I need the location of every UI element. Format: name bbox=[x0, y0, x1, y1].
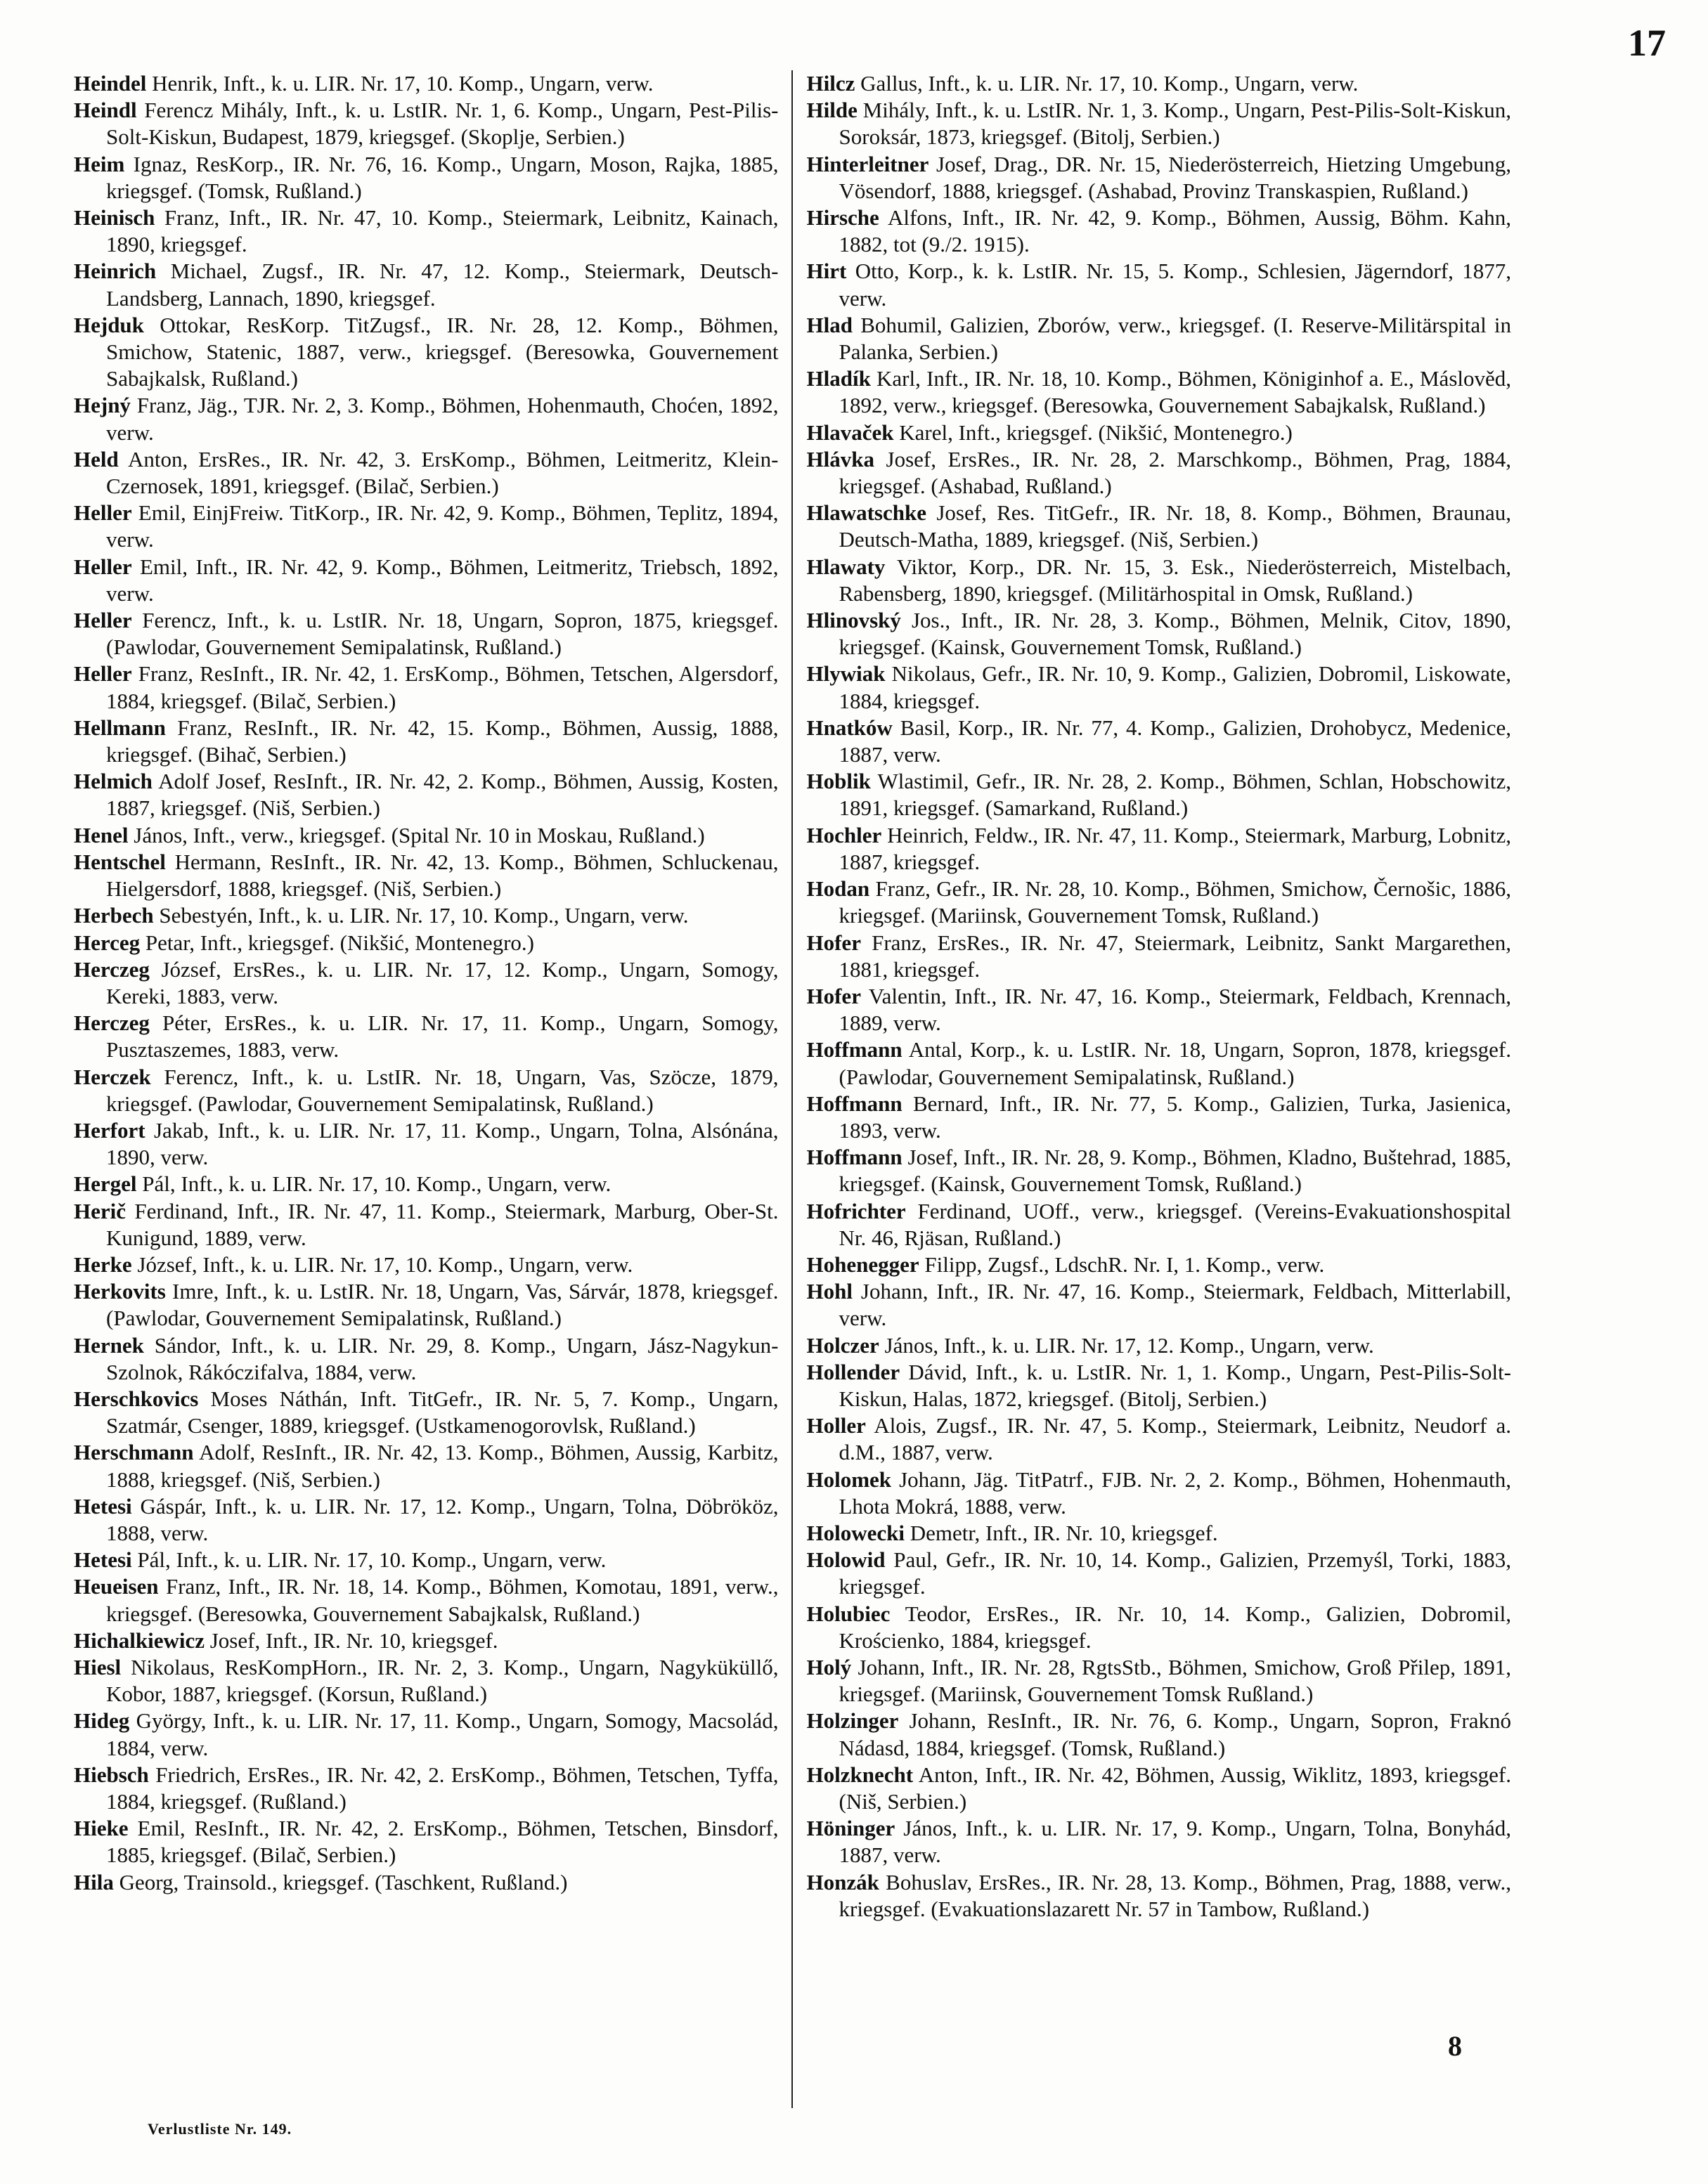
page-number: 17 bbox=[1628, 22, 1666, 64]
entry-surname: Hohenegger bbox=[806, 1252, 919, 1277]
list-entry bbox=[74, 1439, 779, 1493]
entry-surname: Hochler bbox=[806, 822, 882, 847]
list-entry bbox=[74, 930, 779, 956]
list-entry bbox=[74, 1252, 779, 1278]
list-entry bbox=[74, 1869, 779, 1896]
entry-surname: Hlavaček bbox=[806, 420, 894, 445]
entry-details: Paul, Gefr., IR. Nr. 10, 14. Komp., Galizien, Przemyśl, Torki, 1883, kriegsgef. bbox=[839, 1547, 1512, 1599]
list-entry bbox=[807, 365, 1512, 419]
list-entry bbox=[74, 70, 779, 97]
entry-details: Ignaz, ResKorp., IR. Nr. 76, 16. Komp., Ungarn, Moson, Rajka, 1885, kriegsgef. (Tomsk, Rußland.) bbox=[106, 151, 779, 203]
entry-surname: Heinrich bbox=[74, 259, 157, 284]
list-entry bbox=[807, 204, 1512, 258]
entry-details: Dávid, Inft., k. u. LstIR. Nr. 1, 1. Komp., Ungarn, Pest-Pilis-Solt-Kiskun, Halas, 1872, kriegsgef. (Bitolj, Serbien.) bbox=[839, 1359, 1512, 1411]
entry-surname: Hilde bbox=[806, 98, 858, 123]
list-entry bbox=[74, 1815, 779, 1868]
list-entry bbox=[74, 204, 779, 258]
entry-details: Josef, Inft., IR. Nr. 10, kriegsgef. bbox=[209, 1627, 498, 1653]
entry-surname: Herschkovics bbox=[74, 1386, 199, 1411]
entry-details: Pál, Inft., k. u. LIR. Nr. 17, 10. Komp., Ungarn, verw. bbox=[142, 1171, 612, 1197]
list-entry bbox=[74, 1573, 779, 1627]
entry-details: Bernard, Inft., IR. Nr. 77, 5. Komp., Galizien, Turka, Jasienica, 1893, verw. bbox=[839, 1091, 1511, 1143]
entry-surname: Hoffmann bbox=[806, 1091, 902, 1116]
entry-surname: Hlawatschke bbox=[806, 500, 926, 526]
list-entry bbox=[74, 1198, 779, 1252]
list-entry bbox=[807, 1547, 1512, 1600]
entry-details: Heinrich, Feldw., IR. Nr. 47, 11. Komp., Steiermark, Marburg, Lobnitz, 1887, kriegsgef. bbox=[839, 822, 1511, 874]
list-entry bbox=[807, 661, 1512, 714]
list-entry bbox=[807, 1278, 1512, 1332]
list-entry bbox=[807, 1815, 1512, 1868]
entry-details: Alois, Zugsf., IR. Nr. 47, 5. Komp., Steiermark, Leibnitz, Neudorf a. d.M., 1887, verw. bbox=[839, 1413, 1511, 1465]
entry-surname: Hlad bbox=[806, 312, 853, 337]
entry-details: Bohuslav, ErsRes., IR. Nr. 28, 13. Komp., Böhmen, Prag, 1888, verw., kriegsgef. (Evakuationslazarett Nr. 57 in Tambow, Rußland.) bbox=[839, 1869, 1511, 1921]
entry-surname: Heller bbox=[74, 554, 132, 579]
entry-details: Anton, ErsRes., IR. Nr. 42, 3. ErsKomp., Böhmen, Leitmeritz, Klein-Czernosek, 1891, kriegsgef. (Bilač, Serbien.) bbox=[106, 446, 779, 499]
entry-details: Franz, Gefr., IR. Nr. 28, 10. Komp., Böhmen, Smichow, Černošic, 1886, kriegsgef. (Mariinsk, Gouvernement Tomsk, Rußland.) bbox=[839, 876, 1511, 928]
list-entry bbox=[807, 768, 1512, 821]
list-entry bbox=[807, 715, 1512, 768]
entry-details: Valentin, Inft., IR. Nr. 47, 16. Komp., Steiermark, Feldbach, Krennach, 1889, verw. bbox=[839, 983, 1511, 1036]
entry-details: János, Inft., k. u. LIR. Nr. 17, 9. Komp., Ungarn, Tolna, Bonyhád, 1887, verw. bbox=[839, 1816, 1511, 1868]
list-entry bbox=[74, 1762, 779, 1815]
entry-details: Michael, Zugsf., IR. Nr. 47, 12. Komp., Steiermark, Deutsch-Landsberg, Lannach, 1890, kriegsgef. bbox=[106, 259, 779, 311]
list-entry bbox=[74, 956, 779, 1010]
entry-surname: Herceg bbox=[74, 930, 141, 955]
entry-details: Johann, Inft., IR. Nr. 47, 16. Komp., Steiermark, Feldbach, Mitterlabill, verw. bbox=[839, 1279, 1512, 1331]
list-entry bbox=[807, 822, 1512, 876]
entry-surname: Herfort bbox=[74, 1117, 145, 1143]
entry-details: Karl, Inft., IR. Nr. 18, 10. Komp., Böhmen, Königinhof a. E., Máslověd, 1892, verw., kriegsgef. (Beresowka, Gouvernement Sabajkalsk, Rußland.) bbox=[839, 366, 1512, 418]
entry-details: József, Inft., k. u. LIR. Nr. 17, 10. Komp., Ungarn, verw. bbox=[137, 1252, 633, 1277]
entry-details: Imre, Inft., k. u. LstIR. Nr. 18, Ungarn, Vas, Sárvár, 1878, kriegsgef. (Pawlodar, Gouvernement Semipalatinsk, Rußland.) bbox=[106, 1279, 779, 1331]
entry-surname: Holowecki bbox=[806, 1520, 905, 1545]
entry-surname: Hinterleitner bbox=[806, 151, 929, 176]
list-entry bbox=[807, 151, 1512, 204]
entry-surname: Hejný bbox=[74, 393, 131, 418]
list-entry bbox=[74, 1386, 779, 1439]
entry-surname: Holler bbox=[806, 1413, 866, 1438]
entry-surname: Hiesl bbox=[74, 1654, 122, 1679]
list-entry bbox=[807, 1144, 1512, 1197]
entry-surname: Hlawaty bbox=[806, 554, 886, 579]
list-entry bbox=[807, 930, 1512, 983]
list-entry bbox=[807, 876, 1512, 929]
entry-surname: Hohl bbox=[806, 1279, 853, 1304]
entry-surname: Heim bbox=[74, 151, 125, 176]
list-entry bbox=[74, 97, 779, 150]
entry-surname: Hirsche bbox=[806, 205, 879, 230]
entry-surname: Heller bbox=[74, 608, 132, 633]
casualty-list-columns bbox=[74, 70, 1511, 2108]
entry-details: Filipp, Zugsf., LdschR. Nr. I, 1. Komp., verw. bbox=[924, 1252, 1325, 1277]
list-entry bbox=[74, 500, 779, 553]
entry-details: Henrik, Inft., k. u. LIR. Nr. 17, 10. Komp., Ungarn, verw. bbox=[152, 71, 654, 96]
entry-surname: Herczek bbox=[74, 1064, 151, 1089]
entry-surname: Hetesi bbox=[74, 1493, 132, 1519]
list-entry bbox=[807, 446, 1512, 500]
list-entry bbox=[74, 446, 779, 500]
entry-surname: Hellmann bbox=[74, 715, 166, 740]
list-entry bbox=[74, 1064, 779, 1117]
entry-details: Wlastimil, Gefr., IR. Nr. 28, 2. Komp., Böhmen, Schlan, Hobschowitz, 1891, kriegsgef. (Samarkand, Rußland.) bbox=[839, 769, 1511, 821]
entry-details: Ferdinand, Inft., IR. Nr. 47, 11. Komp., Steiermark, Marburg, Ober-St. Kunigund, 1889, verw. bbox=[106, 1198, 779, 1250]
entry-surname: Hejduk bbox=[74, 312, 144, 337]
entry-surname: Hofer bbox=[806, 983, 861, 1008]
entry-details: Moses Náthán, Inft. TitGefr., IR. Nr. 5, 7. Komp., Ungarn, Szatmár, Csenger, 1889, kriegsgef. (Ustkamenogorovlsk, Rußland.) bbox=[106, 1386, 779, 1438]
entry-details: Demetr, Inft., IR. Nr. 10, kriegsgef. bbox=[910, 1520, 1218, 1545]
entry-details: Sebestyén, Inft., k. u. LIR. Nr. 17, 10. Komp., Ungarn, verw. bbox=[159, 903, 689, 928]
entry-surname: Hoffmann bbox=[806, 1037, 902, 1062]
entry-details: Teodor, ErsRes., IR. Nr. 10, 14. Komp., Galizien, Dobromil, Krościenko, 1884, kriegsgef. bbox=[839, 1601, 1511, 1653]
entry-details: Josef, ErsRes., IR. Nr. 28, 2. Marschkomp., Böhmen, Prag, 1884, kriegsgef. (Ashabad, Rußland.) bbox=[839, 446, 1511, 499]
list-entry bbox=[807, 97, 1512, 150]
list-entry bbox=[74, 1493, 779, 1547]
entry-details: Emil, Inft., IR. Nr. 42, 9. Komp., Böhmen, Leitmeritz, Triebsch, 1892, verw. bbox=[106, 554, 779, 606]
list-entry bbox=[74, 607, 779, 661]
list-entry bbox=[807, 1036, 1512, 1090]
list-entry bbox=[74, 902, 779, 929]
entry-details: Franz, Jäg., TJR. Nr. 2, 3. Komp., Böhmen, Hohenmauth, Choćen, 1892, verw. bbox=[106, 393, 779, 445]
entry-surname: Holzinger bbox=[806, 1708, 899, 1734]
entry-surname: Holowid bbox=[806, 1547, 886, 1573]
list-entry bbox=[807, 1520, 1512, 1547]
entry-surname: Heller bbox=[74, 661, 132, 687]
list-entry bbox=[807, 1252, 1512, 1278]
list-entry bbox=[807, 1869, 1512, 1923]
entry-details: Franz, ErsRes., IR. Nr. 47, Steiermark, Leibnitz, Sankt Margarethen, 1881, kriegsgef. bbox=[839, 930, 1512, 982]
entry-details: Anton, Inft., IR. Nr. 42, Böhmen, Aussig, Wiklitz, 1893, kriegsgef. (Niš, Serbien.) bbox=[839, 1762, 1511, 1814]
list-entry bbox=[74, 392, 779, 446]
entry-surname: Heinisch bbox=[74, 205, 155, 230]
list-entry bbox=[807, 1762, 1512, 1815]
entry-surname: Helmich bbox=[74, 769, 153, 794]
entry-surname: Hladík bbox=[806, 366, 871, 391]
entry-surname: Holzknecht bbox=[806, 1762, 914, 1787]
list-entry bbox=[74, 1654, 779, 1708]
entry-surname: Heueisen bbox=[74, 1574, 159, 1599]
list-entry bbox=[74, 554, 779, 607]
list-entry bbox=[74, 768, 779, 821]
entry-details: Emil, EinjFreiw. TitKorp., IR. Nr. 42, 9. Komp., Böhmen, Teplitz, 1894, verw. bbox=[106, 500, 779, 552]
list-entry bbox=[807, 1654, 1512, 1708]
list-entry bbox=[74, 1627, 779, 1654]
list-entry bbox=[807, 258, 1512, 311]
entry-details: Franz, ResInft., IR. Nr. 42, 1. ErsKomp., Böhmen, Tetschen, Algersdorf, 1884, kriegsgef. (Bilač, Serbien.) bbox=[106, 661, 779, 713]
entry-surname: Hentschel bbox=[74, 849, 166, 874]
entry-details: Alfons, Inft., IR. Nr. 42, 9. Komp., Böhmen, Aussig, Böhm. Kahn, 1882, tot (9./2. 1915). bbox=[839, 205, 1511, 257]
list-entry bbox=[807, 1412, 1512, 1466]
list-entry bbox=[807, 1601, 1512, 1654]
list-entry bbox=[807, 1359, 1512, 1412]
entry-details: Friedrich, ErsRes., IR. Nr. 42, 2. ErsKomp., Böhmen, Tetschen, Tyffa, 1884, kriegsgef. (Rußland.) bbox=[106, 1762, 779, 1814]
list-entry bbox=[74, 258, 779, 311]
entry-details: János, Inft., k. u. LIR. Nr. 17, 12. Komp., Ungarn, verw. bbox=[884, 1332, 1374, 1358]
entry-surname: Herkovits bbox=[74, 1279, 166, 1304]
list-entry bbox=[74, 1278, 779, 1332]
entry-surname: Holubiec bbox=[806, 1601, 891, 1626]
entry-surname: Hieke bbox=[74, 1816, 129, 1841]
entry-surname: Hichalkiewicz bbox=[74, 1627, 205, 1653]
left-column bbox=[74, 70, 793, 2108]
entry-details: Pál, Inft., k. u. LIR. Nr. 17, 10. Komp., Ungarn, verw. bbox=[137, 1547, 607, 1573]
entry-details: Georg, Trainsold., kriegsgef. (Taschkent, Rußland.) bbox=[119, 1869, 568, 1894]
entry-surname: Honzák bbox=[806, 1869, 879, 1894]
entry-surname: Hetesi bbox=[74, 1547, 132, 1573]
entry-details: Johann, Inft., IR. Nr. 28, RgtsStb., Böhmen, Smichow, Groß Přilep, 1891, kriegsgef. (Mariinsk, Gouvernement Tomsk Rußland.) bbox=[839, 1654, 1511, 1707]
entry-surname: Herczeg bbox=[74, 1010, 150, 1036]
list-entry bbox=[807, 983, 1512, 1036]
entry-surname: Herschmann bbox=[74, 1440, 194, 1465]
entry-surname: Hlinovský bbox=[806, 608, 901, 633]
entry-surname: Hila bbox=[74, 1869, 114, 1894]
entry-surname: Henel bbox=[74, 822, 129, 847]
entry-details: Josef, Drag., DR. Nr. 15, Niederösterreich, Hietzing Umgebung, Vösendorf, 1888, kriegsgef. (Ashabad, Provinz Transkaspien, Rußland.) bbox=[839, 151, 1512, 203]
entry-details: Josef, Inft., IR. Nr. 28, 9. Komp., Böhmen, Kladno, Buštehrad, 1885, kriegsgef. (Kainsk, Gouvernement Tomsk, Rußland.) bbox=[839, 1145, 1512, 1197]
entry-details: Franz, Inft., IR. Nr. 47, 10. Komp., Steiermark, Leibnitz, Kainach, 1890, kriegsgef. bbox=[106, 205, 779, 257]
entry-details: Karel, Inft., kriegsgef. (Nikšić, Montenegro.) bbox=[899, 420, 1293, 445]
entry-surname: Heller bbox=[74, 500, 132, 526]
list-entry bbox=[74, 1332, 779, 1386]
list-entry bbox=[74, 715, 779, 768]
entry-surname: Holomek bbox=[806, 1467, 892, 1492]
entry-details: Josef, Res. TitGefr., IR. Nr. 18, 8. Komp., Böhmen, Braunau, Deutsch-Matha, 1889, kriegsgef. (Niš, Serbien.) bbox=[839, 500, 1511, 552]
list-entry bbox=[74, 1708, 779, 1761]
entry-surname: Hlávka bbox=[806, 446, 874, 472]
entry-details: Emil, ResInft., IR. Nr. 42, 2. ErsKomp., Böhmen, Tetschen, Binsdorf, 1885, kriegsgef. (Bilač, Serbien.) bbox=[106, 1816, 779, 1868]
list-entry bbox=[74, 312, 779, 393]
entry-surname: Herbech bbox=[74, 903, 154, 928]
entry-details: Hermann, ResInft., IR. Nr. 42, 13. Komp., Böhmen, Schluckenau, Hielgersdorf, 1888, kriegsgef. (Niš, Serbien.) bbox=[106, 849, 779, 902]
entry-details: Gáspár, Inft., k. u. LIR. Nr. 17, 12. Komp., Ungarn, Tolna, Döbrököz, 1888, verw. bbox=[106, 1493, 779, 1545]
entry-surname: Heindl bbox=[74, 98, 137, 123]
list-entry bbox=[807, 1708, 1512, 1761]
entry-details: Ferencz, Inft., k. u. LstIR. Nr. 18, Ungarn, Vas, Szöcze, 1879, kriegsgef. (Pawlodar, Gouvernement Semipalatinsk, Rußland.) bbox=[106, 1064, 779, 1116]
footer-list-number: Verlustliste Nr. 149. bbox=[148, 2120, 292, 2138]
entry-details: Johann, Jäg. TitPatrf., FJB. Nr. 2, 2. Komp., Böhmen, Hohenmauth, Lhota Mokrá, 1888, verw. bbox=[839, 1467, 1511, 1519]
entry-surname: Hergel bbox=[74, 1171, 137, 1197]
entry-details: József, ErsRes., k. u. LIR. Nr. 17, 12. Komp., Ungarn, Somogy, Kereki, 1883, verw. bbox=[106, 956, 779, 1008]
entry-surname: Heindel bbox=[74, 71, 147, 96]
entry-surname: Hoblik bbox=[806, 769, 871, 794]
entry-surname: Hoffmann bbox=[806, 1145, 902, 1170]
entry-details: János, Inft., verw., kriegsgef. (Spital Nr. 10 in Moskau, Rußland.) bbox=[134, 822, 705, 847]
entry-details: Petar, Inft., kriegsgef. (Nikšić, Montenegro.) bbox=[145, 930, 534, 955]
entry-details: György, Inft., k. u. LIR. Nr. 17, 11. Komp., Ungarn, Somogy, Macsolád, 1884, verw. bbox=[106, 1708, 779, 1760]
entry-details: Ottokar, ResKorp. TitZugsf., IR. Nr. 28, 12. Komp., Böhmen, Smichow, Statenic, 1887, verw., kriegsgef. (Beresowka, Gouvernement Sabajkalsk, Rußland.) bbox=[106, 312, 779, 391]
entry-details: Ferdinand, UOff., verw., kriegsgef. (Vereins-Evakuationshospital Nr. 46, Rjäsan, Rußland.) bbox=[839, 1198, 1511, 1250]
list-entry bbox=[74, 849, 779, 902]
entry-details: Jakab, Inft., k. u. LIR. Nr. 17, 11. Komp., Ungarn, Tolna, Alsónána, 1890, verw. bbox=[106, 1117, 779, 1170]
entry-surname: Herič bbox=[74, 1198, 127, 1223]
list-entry bbox=[807, 554, 1512, 607]
entry-details: Bohumil, Galizien, Zborów, verw., kriegsgef. (I. Reserve-Militärspital in Palanka, Serbien.) bbox=[839, 312, 1512, 365]
entry-details: Mihály, Inft., k. u. LstIR. Nr. 1, 3. Komp., Ungarn, Pest-Pilis-Solt-Kiskun, Soroksár, 1873, kriegsgef. (Bitolj, Serbien.) bbox=[839, 98, 1511, 150]
entry-surname: Hilcz bbox=[806, 71, 855, 96]
entry-surname: Hofer bbox=[806, 930, 861, 955]
entry-surname: Herke bbox=[74, 1252, 132, 1277]
list-entry bbox=[807, 420, 1512, 446]
entry-surname: Hernek bbox=[74, 1332, 144, 1358]
signature-mark: 8 bbox=[1448, 2030, 1462, 2062]
list-entry bbox=[807, 312, 1512, 365]
entry-details: Johann, ResInft., IR. Nr. 76, 6. Komp., Ungarn, Sopron, Fraknó Nádasd, 1884, kriegsgef. (Tomsk, Rußland.) bbox=[839, 1708, 1511, 1760]
entry-surname: Holczer bbox=[806, 1332, 879, 1358]
list-entry bbox=[74, 1010, 779, 1063]
entry-surname: Hideg bbox=[74, 1708, 130, 1734]
entry-surname: Hofrichter bbox=[806, 1198, 906, 1223]
entry-surname: Holý bbox=[806, 1654, 852, 1679]
entry-surname: Held bbox=[74, 446, 119, 472]
entry-details: Adolf, ResInft., IR. Nr. 42, 13. Komp., Böhmen, Aussig, Karbitz, 1888, kriegsgef. (Niš, Serbien.) bbox=[106, 1440, 779, 1492]
list-entry bbox=[807, 1467, 1512, 1520]
entry-details: Péter, ErsRes., k. u. LIR. Nr. 17, 11. Komp., Ungarn, Somogy, Pusztaszemes, 1883, verw. bbox=[106, 1010, 779, 1062]
list-entry bbox=[807, 70, 1512, 97]
entry-details: Ferencz, Inft., k. u. LstIR. Nr. 18, Ungarn, Sopron, 1875, kriegsgef. (Pawlodar, Gouvernement Semipalatinsk, Rußland.) bbox=[106, 608, 779, 660]
list-entry bbox=[807, 1332, 1512, 1359]
list-entry bbox=[807, 607, 1512, 661]
entry-details: Jos., Inft., IR. Nr. 28, 3. Komp., Böhmen, Melnik, Citov, 1890, kriegsgef. (Kainsk, Gouvernement Tomsk, Rußland.) bbox=[839, 608, 1512, 660]
list-entry bbox=[74, 822, 779, 849]
entry-details: Franz, ResInft., IR. Nr. 42, 15. Komp., Böhmen, Aussig, 1888, kriegsgef. (Bihač, Serbien.) bbox=[106, 715, 779, 767]
right-column bbox=[793, 70, 1512, 2108]
entry-details: Otto, Korp., k. k. LstIR. Nr. 15, 5. Komp., Schlesien, Jägerndorf, 1877, verw. bbox=[839, 259, 1512, 311]
entry-details: Basil, Korp., IR. Nr. 77, 4. Komp., Galizien, Drohobycz, Medenice, 1887, verw. bbox=[839, 715, 1512, 767]
entry-details: Nikolaus, Gefr., IR. Nr. 10, 9. Komp., Galizien, Dobromil, Liskowate, 1884, kriegsgef. bbox=[839, 661, 1512, 713]
list-entry bbox=[74, 1171, 779, 1197]
entry-details: Franz, Inft., IR. Nr. 18, 14. Komp., Böhmen, Komotau, 1891, verw., kriegsgef. (Beresowka, Gouvernement Sabajkalsk, Rußland.) bbox=[106, 1574, 779, 1626]
list-entry bbox=[74, 151, 779, 204]
entry-surname: Hlywiak bbox=[806, 661, 886, 687]
entry-details: Antal, Korp., k. u. LstIR. Nr. 18, Ungarn, Sopron, 1878, kriegsgef. (Pawlodar, Gouvernement Semipalatinsk, Rußland.) bbox=[839, 1037, 1511, 1089]
entry-details: Nikolaus, ResKompHorn., IR. Nr. 2, 3. Komp., Ungarn, Nagyküküllő, Kobor, 1887, kriegsgef. (Korsun, Rußland.) bbox=[106, 1654, 779, 1707]
entry-surname: Hollender bbox=[806, 1359, 900, 1384]
entry-details: Viktor, Korp., DR. Nr. 15, 3. Esk., Niederösterreich, Mistelbach, Rabensberg, 1890, kriegsgef. (Militärhospital in Omsk, Rußland.) bbox=[839, 554, 1511, 606]
entry-details: Adolf Josef, ResInft., IR. Nr. 42, 2. Komp., Böhmen, Aussig, Kosten, 1887, kriegsgef. (Niš, Serbien.) bbox=[106, 769, 779, 821]
list-entry bbox=[74, 661, 779, 714]
entry-details: Ferencz Mihály, Inft., k. u. LstIR. Nr. 1, 6. Komp., Ungarn, Pest-Pilis-Solt-Kiskun, Budapest, 1879, kriegsgef. (Skoplje, Serbien.) bbox=[106, 98, 779, 150]
entry-surname: Höninger bbox=[806, 1816, 895, 1841]
entry-details: Gallus, Inft., k. u. LIR. Nr. 17, 10. Komp., Ungarn, verw. bbox=[860, 71, 1359, 96]
list-entry bbox=[807, 500, 1512, 553]
entry-surname: Hnatków bbox=[806, 715, 893, 740]
list-entry bbox=[807, 1198, 1512, 1252]
list-entry bbox=[74, 1547, 779, 1573]
entry-surname: Hodan bbox=[806, 876, 870, 902]
entry-surname: Hiebsch bbox=[74, 1762, 149, 1787]
entry-surname: Hirt bbox=[806, 259, 847, 284]
entry-details: Sándor, Inft., k. u. LIR. Nr. 29, 8. Komp., Ungarn, Jász-Nagykun-Szolnok, Rákóczifalva, 1884, verw. bbox=[106, 1332, 779, 1384]
list-entry bbox=[74, 1117, 779, 1171]
entry-surname: Herczeg bbox=[74, 956, 150, 982]
list-entry bbox=[807, 1091, 1512, 1144]
